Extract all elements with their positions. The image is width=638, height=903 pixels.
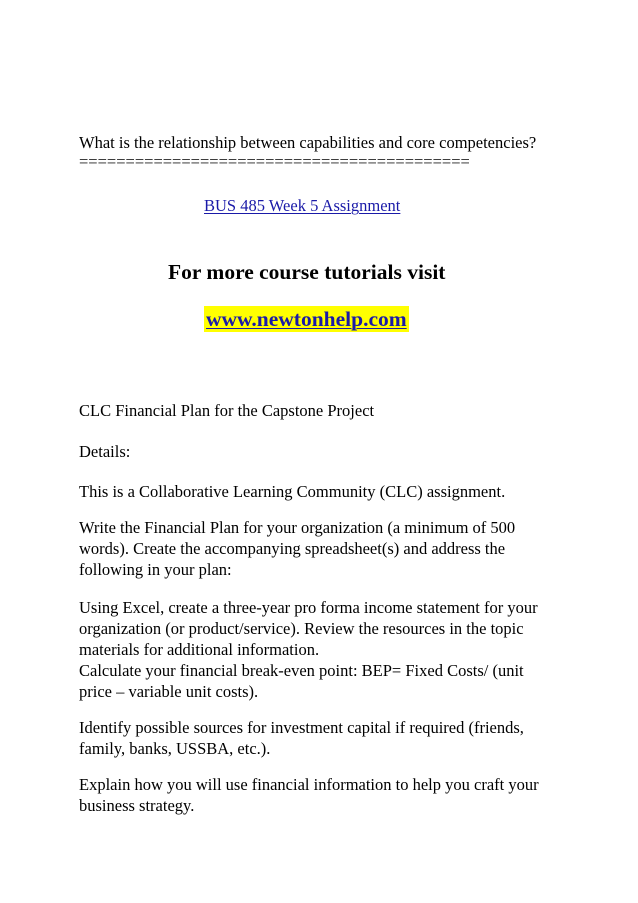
strategy-task-paragraph	[79, 774, 579, 816]
details-label: Details:	[79, 442, 131, 461]
paragraph-line: Write the Financial Plan for your organization (a minimum of 500	[79, 518, 516, 537]
capital-task-paragraph	[79, 717, 579, 759]
website-link[interactable]: www.newtonhelp.com	[206, 307, 407, 331]
paragraph-line: Identify possible sources for investment capital if required (friends,	[79, 718, 524, 737]
breakeven-task-paragraph	[79, 660, 579, 702]
paragraph-line: materials for additional information.	[79, 640, 320, 659]
intro-text: This is a Collaborative Learning Community (CLC) assignment.	[79, 482, 506, 501]
section-title: CLC Financial Plan for the Capstone Project	[79, 401, 375, 420]
paragraph-line: organization (or product/service). Review the resources in the topic	[79, 619, 524, 638]
paragraph-line: Explain how you will use financial information to help you craft your	[79, 775, 539, 794]
paragraph-line: Calculate your financial break-even point: BEP= Fixed Costs/ (unit	[79, 661, 524, 680]
divider-line: ==========================================	[79, 152, 470, 171]
paragraph-line: business strategy.	[79, 796, 195, 815]
paragraph-line: following in your plan:	[79, 560, 232, 579]
paragraph-line: Using Excel, create a three-year pro forma income statement for your	[79, 598, 538, 617]
excel-task-paragraph	[79, 597, 579, 660]
paragraph-line: words). Create the accompanying spreadsheet(s) and address the	[79, 539, 506, 558]
promo-url-line	[204, 306, 409, 332]
promo-heading: For more course tutorials visit	[168, 260, 446, 284]
paragraph-line: price – variable unit costs).	[79, 682, 259, 701]
assignment-link[interactable]: BUS 485 Week 5 Assignment	[204, 196, 401, 215]
instructions-paragraph	[79, 517, 579, 580]
question-text: What is the relationship between capabilities and core competencies?	[79, 133, 537, 152]
paragraph-line: family, banks, USSBA, etc.).	[79, 739, 271, 758]
